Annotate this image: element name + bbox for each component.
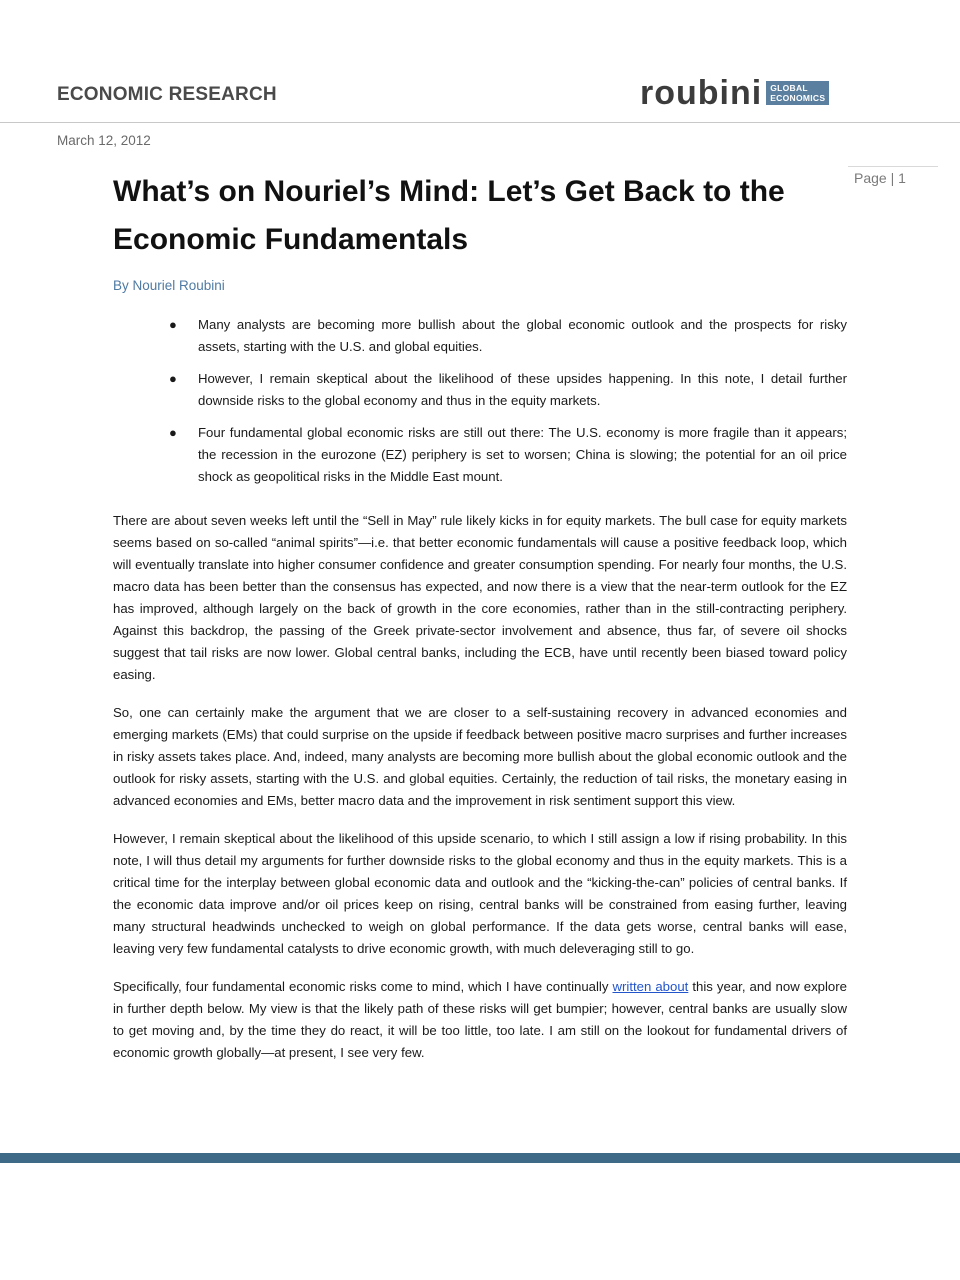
written-about-link[interactable]: written about: [612, 979, 689, 994]
article-body: [113, 314, 847, 1080]
bullet-dot-icon: ●: [169, 317, 177, 332]
author-byline: By Nouriel Roubini: [113, 278, 225, 293]
summary-bullet-text: Four fundamental global economic risks are still out there: The U.S. economy is more fragile than it appears; the recession in the eurozone (EZ) periphery is set to worsen; China is slowing; the potential for an oil price shock as geopolitical risks in the Middle East mount.: [198, 425, 847, 484]
logo-badge-line1: GLOBAL: [770, 83, 808, 93]
summary-bullet-text: However, I remain skeptical about the likelihood of these upsides happening. In this note, I detail further downside risks to the global economy and thus in the equity markets.: [198, 371, 847, 408]
body-paragraph: There are about seven weeks left until the “Sell in May” rule likely kicks in for equity markets. The bull case for equity markets seems based on so-called “animal spirits”—i.e. that better economic fundamentals will cause a positive feedback loop, which will eventually translate into higher consumer confidence and greater consumption spending. For nearly four months, the U.S. macro data has been better than the consensus has expected, and now there is a view that the near-term outlook for the EZ has improved, although largely on the back of growth in the core economies, rather than in the still-contracting periphery. Against this backdrop, the passing of the Greek private-sector involvement and absence, thus far, of severe oil shocks suggest that tail risks are now lower. Global central banks, including the ECB, have until recently been biased toward policy easing.: [113, 513, 847, 682]
summary-bullet-text: Many analysts are becoming more bullish about the global economic outlook and the prospects for risky assets, starting with the U.S. and global equities.: [198, 317, 847, 354]
roubini-logo: [640, 74, 829, 112]
document-title: What’s on Nouriel’s Mind: Let’s Get Back to the Economic Fundamentals: [113, 175, 785, 256]
paragraph-text-before-link: Specifically, four fundamental economic risks come to mind, which I have continually: [113, 979, 613, 994]
page-number-divider: [848, 166, 938, 167]
section-label: ECONOMIC RESEARCH: [57, 84, 277, 105]
bullet-dot-icon: ●: [169, 425, 177, 440]
bullet-dot-icon: ●: [169, 371, 177, 386]
page-number: Page | 1: [854, 170, 906, 186]
publication-date: March 12, 2012: [57, 133, 151, 148]
summary-bullet: [113, 368, 847, 412]
summary-bullets: [113, 314, 847, 488]
footer-bar: [0, 1153, 960, 1163]
summary-bullet: [113, 314, 847, 358]
logo-badge: [766, 81, 829, 105]
paragraph-text-after-link: this year, and now explore in further depth below. My view is that the likely path of these risks will get bumpier; however, central banks are usually slow to get moving and, by the time they do react, it will be too little, too late. I am still on the lookout for fundamental drivers of economic growth globally—at present, I see very few.: [113, 979, 847, 1060]
logo-wordmark: roubini: [640, 74, 763, 112]
body-paragraph: So, one can certainly make the argument that we are closer to a self-sustaining recovery in advanced economies and emerging markets (EMs) that could surprise on the upside if feedback between positive macro surprises and further increases in risky assets takes place. And, indeed, many analysts are becoming more bullish about the global economic outlook and the outlook for risky assets, starting with the U.S. and global equities. Certainly, the reduction of tail risks, the monetary easing in advanced economies and EMs, better macro data and the improvement in risk sentiment support this view.: [113, 705, 847, 808]
summary-bullet: [113, 422, 847, 488]
body-paragraph-with-link: [113, 976, 847, 1064]
logo-badge-line2: ECONOMICS: [770, 93, 826, 103]
body-paragraph: However, I remain skeptical about the likelihood of this upside scenario, to which I still assign a low if rising probability. In this note, I will thus detail my arguments for further downside risks to the global economy and thus in the equity markets. This is a critical time for the interplay between global economic data and outlook and the “kicking-the-can” policies of central banks. If the economic data improve and/or oil prices keep on rising, central banks will be constrained from easing further, leaving many structural headwinds unchecked to weigh on global performance. If the data gets worse, central banks will ease, leaving very few fundamental catalysts to drive economic growth, with much deleveraging still to go.: [113, 831, 847, 956]
header-divider: [0, 122, 960, 123]
